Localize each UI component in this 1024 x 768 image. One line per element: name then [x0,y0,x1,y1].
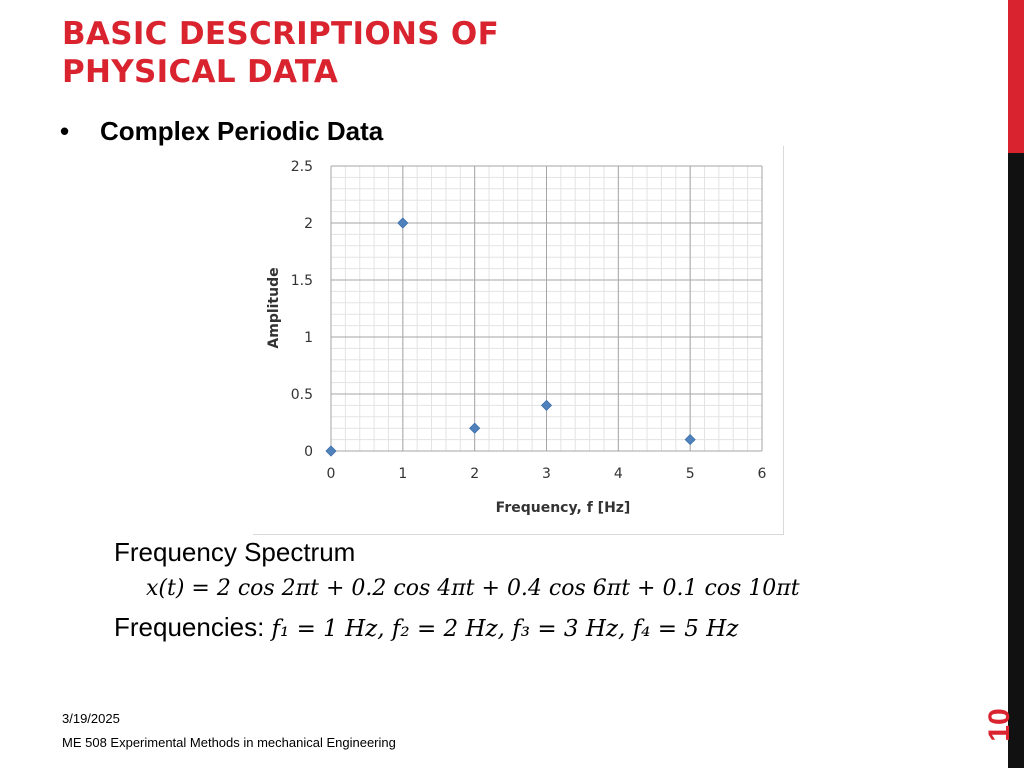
y-tick-label: 2.5 [290,159,313,175]
data-point [685,435,695,445]
slide-title-line2: PHYSICAL DATA [62,54,339,91]
sidebar-accent-dark [1008,153,1024,768]
y-axis-label: Amplitude [266,267,282,349]
x-tick-label: 2 [470,466,480,482]
y-tick-label: 2 [304,216,313,232]
bullet-text: Complex Periodic Data [100,116,384,146]
y-tick-label: 1 [304,330,313,346]
footer-course: ME 508 Experimental Methods in mechanical Engineering [62,735,396,750]
chart-container [253,146,784,535]
bullet-item [60,116,383,147]
slide-title-line1: BASIC DESCRIPTIONS OF [62,16,500,52]
data-point [398,218,408,228]
y-tick-label: 0.5 [290,387,313,403]
frequencies-values: f₁ = 1 Hz, f₂ = 2 Hz, f₃ = 3 Hz, f₄ = 5 Hz [271,616,739,642]
data-point [542,400,552,410]
x-tick-label: 0 [326,466,336,482]
sidebar-accent-red [1008,0,1024,153]
x-tick-label: 5 [685,466,695,482]
data-point [470,423,480,433]
chart-caption: Frequency Spectrum [114,537,356,567]
slide-number: 10 [983,708,1016,742]
bullet-icon: • [60,116,70,146]
x-tick-label: 1 [398,466,408,482]
frequencies-line [114,612,738,643]
equation: x(t) = 2 cos 2πt + 0.2 cos 4πt + 0.4 cos 6πt + 0.1 cos 10πt [146,576,800,601]
x-axis-label: Frequency, f [Hz] [495,500,631,516]
x-tick-label: 6 [757,466,767,482]
y-tick-label: 1.5 [290,273,313,289]
slide-title [62,15,499,91]
chart-tick-labels [291,159,767,482]
x-tick-label: 3 [542,466,551,482]
y-tick-label: 0 [304,444,313,460]
data-point [326,446,336,456]
footer-date: 3/19/2025 [62,711,120,726]
x-tick-label: 4 [613,466,623,482]
frequencies-label: Frequencies: [114,612,265,642]
frequency-spectrum-chart [253,146,783,534]
